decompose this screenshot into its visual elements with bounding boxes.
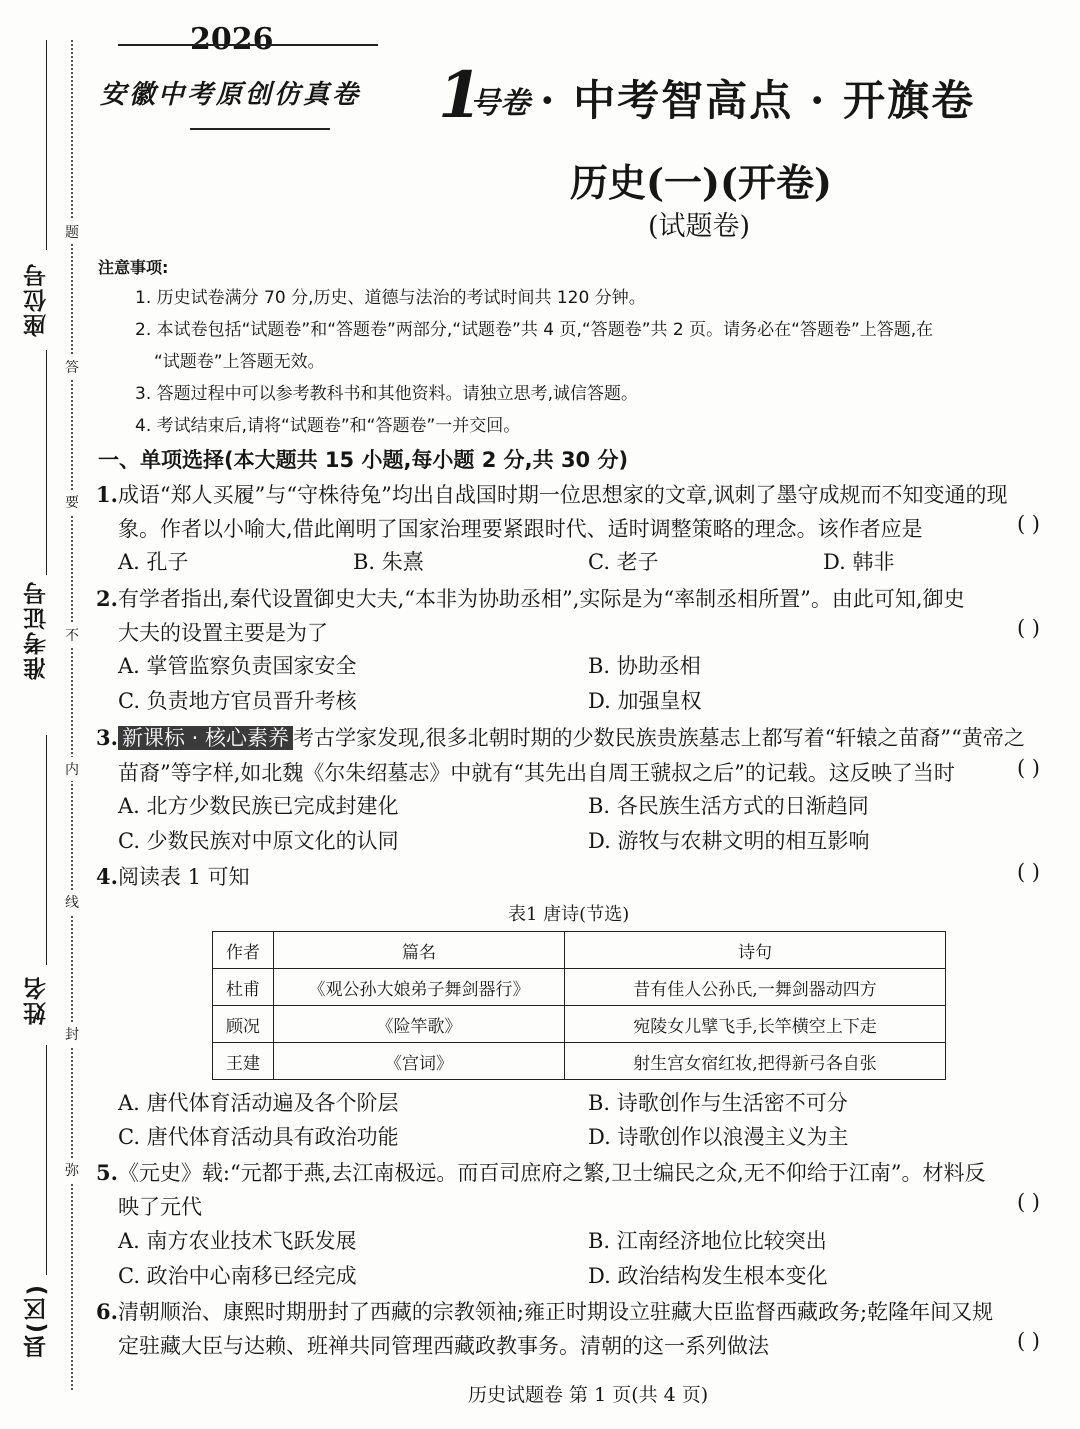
option: C. 政治中心南移已经完成: [118, 1264, 357, 1288]
option: A. 南方农业技术飞跃发展: [118, 1229, 357, 1253]
question-text-cont: 苗裔”等字样,如北魏《尔朱绍墓志》中就有“其先出自周王虢叔之后”的记载。这反映了当时: [118, 761, 955, 785]
notice-item: “试题卷”上答题无效。: [154, 352, 325, 372]
question-3: [96, 721, 1025, 755]
question-number: 6.: [96, 1299, 118, 1324]
table-cell: 王建: [213, 1043, 274, 1080]
option: B. 诗歌创作与生活密不可分: [588, 1091, 848, 1115]
seal-char: 不: [64, 623, 80, 647]
subject-title: 历史(一)(开卷): [570, 160, 832, 205]
question-text-cont: 定驻藏大臣与达赖、班禅共同管理西藏政教事务。清朝的这一系列做法: [118, 1334, 769, 1358]
option: B. 朱熹: [353, 550, 424, 574]
option: D. 游牧与农耕文明的相互影响: [588, 829, 870, 853]
seal-char: 要: [64, 490, 80, 514]
question-number: 3.: [96, 725, 118, 750]
table-cell: 《宫词》: [274, 1043, 565, 1080]
table-row: [213, 1006, 946, 1043]
table-header: 作者: [213, 932, 274, 969]
exam-id-line: [46, 735, 47, 965]
answer-paren: ( ): [1016, 860, 1040, 884]
county-label: 县(区): [24, 1283, 50, 1359]
option: A. 掌管监察负责国家安全: [118, 654, 357, 678]
brand-title: 安徽中考原创仿真卷: [100, 80, 362, 110]
option: A. 北方少数民族已完成封建化: [118, 794, 399, 818]
curriculum-tag: 新课标 · 核心素养: [118, 726, 293, 750]
option: B. 协助丞相: [588, 654, 701, 678]
question-6: [96, 1295, 993, 1329]
logo-text: 号卷: [470, 86, 530, 121]
seat-number-label: 座位号: [24, 262, 50, 337]
notice-item: 2. 本试卷包括“试题卷”和“答题卷”两部分,“试题卷”共 4 页,“答题卷”共 2 页。请务必在“答题卷”上答题,在: [135, 320, 934, 340]
option: D. 诗歌创作以浪漫主义为主: [588, 1125, 849, 1149]
question-text: 考古学家发现,很多北朝时期的少数民族贵族墓志上都写着“轩辕之苗裔”“黄帝之: [292, 726, 1025, 750]
question-text: 阅读表 1 可知: [117, 865, 250, 889]
table-cell: 射生宫女宿红妆,把得新弓各自张: [565, 1043, 946, 1080]
question-5: [96, 1156, 986, 1190]
header-rule: [118, 44, 378, 46]
table-cell: 昔有佳人公孙氏,一舞剑器动四方: [565, 969, 946, 1006]
option: C. 负责地方官员晋升考核: [118, 689, 357, 713]
seal-char: 封: [64, 1022, 80, 1046]
question-number: 1.: [96, 482, 118, 507]
question-1: [96, 478, 1008, 512]
table-row: [213, 969, 946, 1006]
seal-char: 线: [64, 890, 80, 914]
poem-table: [212, 931, 946, 1080]
table-header-row: [213, 932, 946, 969]
option: D. 政治结构发生根本变化: [588, 1264, 828, 1288]
question-text: 成语“郑人买履”与“守株待兔”均出自战国时期一位思想家的文章,讽刺了墨守成规而不知变通的现: [117, 483, 1008, 507]
name-label: 姓名: [24, 975, 50, 1025]
notice-item: 4. 考试结束后,请将“试题卷”和“答题卷”一并交回。: [135, 416, 521, 436]
notice-heading: 注意事项:: [98, 258, 169, 277]
table-cell: 杜甫: [213, 969, 274, 1006]
table-cell: 宛陵女儿擘飞手,长竿横空上下走: [565, 1006, 946, 1043]
seat-number-line-lower: [46, 350, 47, 575]
option: D. 加强皇权: [588, 689, 702, 713]
answer-paren: ( ): [1016, 1190, 1040, 1214]
question-text-cont: 映了元代: [118, 1195, 202, 1219]
notice-item: 1. 历史试卷满分 70 分,历史、道德与法治的考试时间共 120 分钟。: [135, 288, 646, 308]
option: B. 江南经济地位比较突出: [588, 1229, 827, 1253]
question-text-cont: 象。作者以小喻大,借此阐明了国家治理要紧跟时代、适时调整策略的理念。该作者应是: [118, 517, 923, 541]
notice-item: 3. 答题过程中可以参考教科书和其他资料。请独立思考,诚信答题。: [135, 384, 639, 404]
header-rule: [190, 128, 330, 130]
page-footer: 历史试题卷 第 1 页(共 4 页): [468, 1384, 709, 1406]
question-text-cont: 大夫的设置主要是为了: [118, 621, 328, 645]
answer-paren: ( ): [1016, 616, 1040, 640]
option: C. 少数民族对中原文化的认同: [118, 829, 399, 853]
question-text: 清朝顺治、康熙时期册封了西藏的宗教领袖;雍正时期设立驻藏大臣监督西藏政务;乾隆年间又规: [117, 1300, 994, 1324]
table-row: [213, 1043, 946, 1080]
exam-id-label: 准考证号: [24, 580, 50, 680]
option: A. 唐代体育活动遍及各个阶层: [118, 1091, 399, 1115]
series-title: · 中考智高点 · 开旗卷: [540, 76, 976, 125]
question-text: 《元史》载:“元都于燕,去江南极远。而百司庶府之繁,卫士编民之众,无不仰给于江南”。材料反: [117, 1161, 986, 1185]
option: B. 各民族生活方式的日渐趋同: [588, 794, 869, 818]
seal-char: 内: [64, 757, 80, 781]
exam-year: 2026: [190, 22, 274, 57]
question-number: 2.: [96, 586, 118, 611]
answer-paren: ( ): [1016, 512, 1040, 536]
question-text: 有学者指出,秦代设置御史大夫,“本非为协助丞相”,实际是为“率制丞相所置”。由此可知,御史: [117, 587, 965, 611]
seal-char: 答: [64, 355, 80, 379]
seal-char: 题: [64, 220, 80, 244]
table-cell: 顾况: [213, 1006, 274, 1043]
section-title: 一、单项选择(本大题共 15 小题,每小题 2 分,共 30 分): [98, 448, 629, 472]
option: C. 老子: [588, 550, 659, 574]
table-header: 篇名: [274, 932, 565, 969]
paper-type: (试题卷): [648, 211, 751, 242]
name-line: [46, 1045, 47, 1275]
question-2: [96, 582, 965, 616]
seal-char: 弥: [64, 1158, 80, 1182]
question-number: 4.: [96, 864, 118, 889]
option: D. 韩非: [823, 550, 895, 574]
answer-paren: ( ): [1016, 1329, 1040, 1353]
table-header: 诗句: [565, 932, 946, 969]
table-caption: 表1 唐诗(节选): [508, 904, 630, 925]
table-cell: 《险竿歌》: [274, 1006, 565, 1043]
table-cell: 《观公孙大娘弟子舞剑器行》: [274, 969, 565, 1006]
question-4: [96, 860, 250, 894]
answer-paren: ( ): [1016, 756, 1040, 780]
option: C. 唐代体育活动具有政治功能: [118, 1125, 399, 1149]
option: A. 孔子: [118, 550, 189, 574]
question-number: 5.: [96, 1160, 118, 1185]
logo-number: 1: [438, 58, 483, 133]
seat-number-line: [46, 40, 47, 250]
